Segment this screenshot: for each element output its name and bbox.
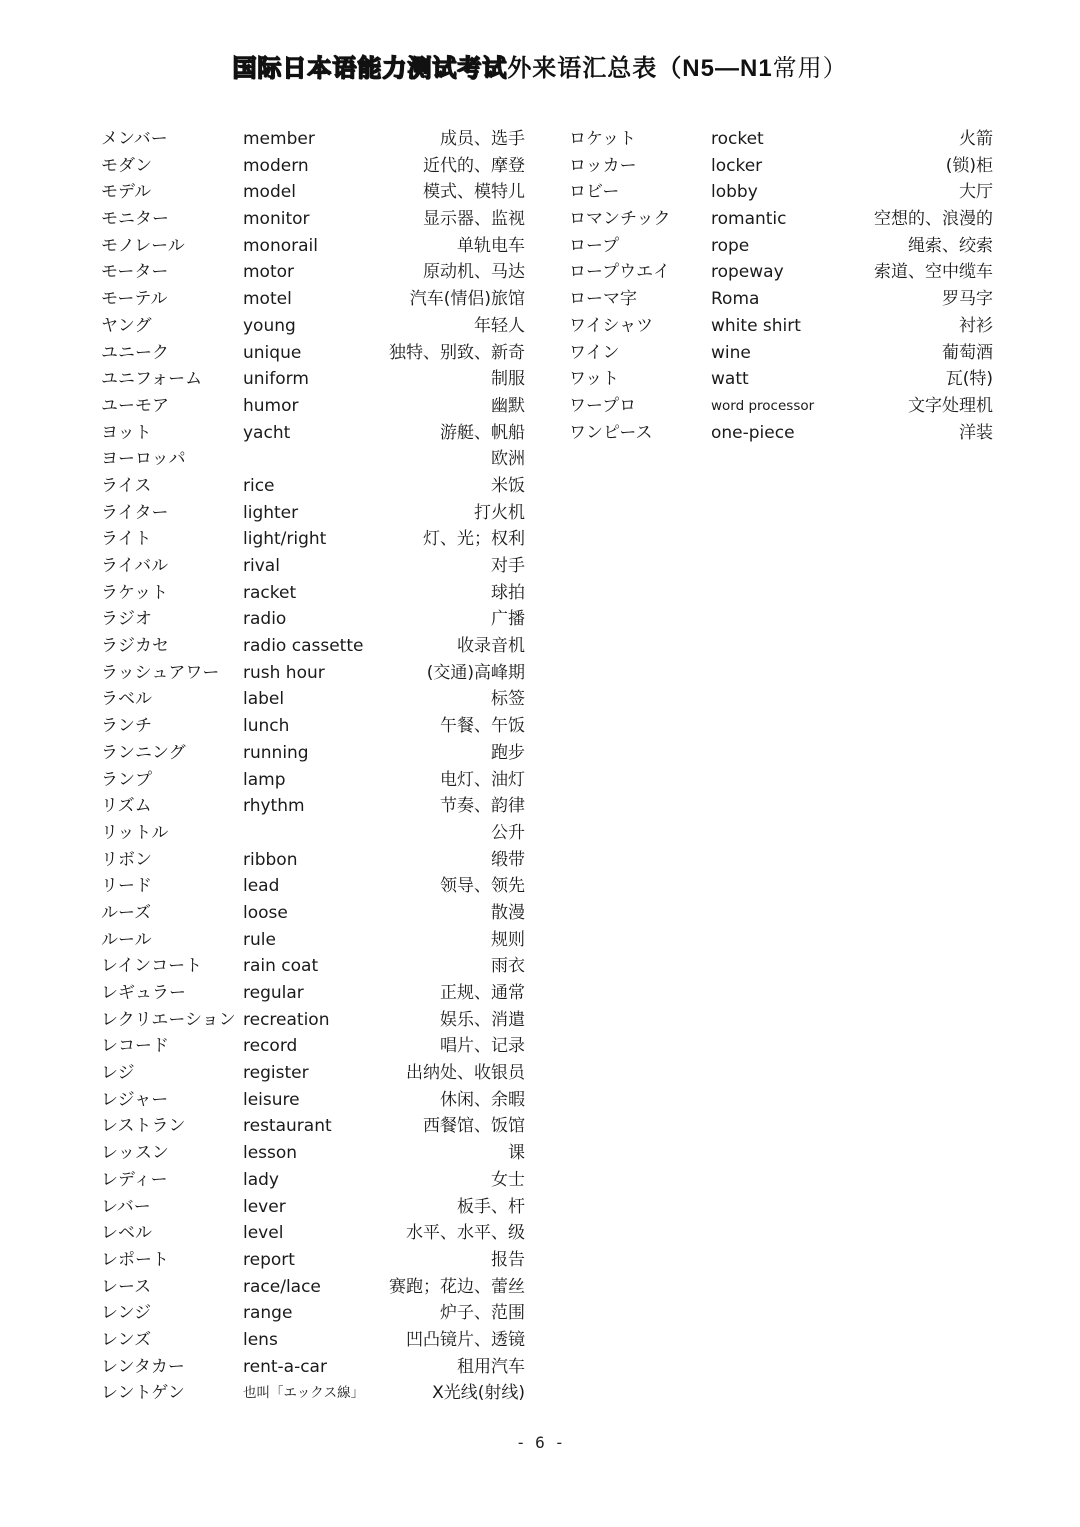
vocab-chinese: 缎带 [491,849,525,870]
vocab-row [101,1247,525,1274]
vocab-katakana: レディー [101,1169,168,1190]
vocab-chinese: 公升 [491,822,525,843]
vocab-chinese: 制服 [491,369,525,390]
vocab-chinese: 板手、杆 [457,1196,525,1217]
vocab-katakana: メンバー [101,129,168,149]
vocab-chinese: 节奏、韵律 [440,796,525,817]
vocab-chinese: 球拍 [491,582,525,603]
vocab-katakana: ユーモア [101,395,169,416]
vocab-chinese: 电灯、油灯 [440,769,525,790]
vocab-row [101,900,525,927]
vocab-chinese: 对手 [491,556,525,576]
vocab-english: rent-a-car [243,1356,327,1377]
vocab-katakana: ラケット [101,582,169,603]
vocab-row [101,1113,525,1140]
vocab-chinese: 赛跑；花边、蕾丝 [389,1276,525,1297]
vocab-english: monitor [243,209,310,230]
vocab-english: running [243,742,309,763]
vocab-chinese: 独特、别致、新奇 [389,342,525,363]
vocab-chinese: 单轨电车 [457,235,525,256]
vocab-chinese: 收录音机 [457,636,525,657]
vocab-row [569,420,993,447]
vocab-row [101,286,525,313]
vocab-chinese: 年轻人 [474,315,525,336]
vocab-row [101,713,525,740]
vocab-english: rhythm [243,796,305,817]
vocab-row [569,126,993,153]
vocab-english: lady [243,1169,279,1190]
vocab-chinese: 租用汽车 [457,1356,525,1377]
vocab-katakana: ルール [101,929,152,950]
vocab-english: motor [243,262,295,283]
vocab-chinese: 灯、光；权利 [423,529,525,550]
vocab-katakana: モニター [101,209,169,230]
vocab-katakana: ヨット [101,422,152,443]
vocab-english: unique [243,342,302,363]
vocab-english: lunch [243,716,290,737]
vocab-row [101,1007,525,1034]
vocab-katakana: ライト [101,529,152,550]
vocab-english: label [243,689,285,710]
vocab-katakana: ルーズ [101,902,152,923]
vocab-katakana: レストラン [101,1116,186,1137]
vocab-english: record [243,1036,298,1057]
vocab-row [101,1060,525,1087]
vocab-row [101,686,525,713]
vocab-chinese: 火箭 [959,129,993,149]
vocab-chinese: 女士 [491,1169,525,1190]
vocab-english: racket [243,582,297,603]
vocab-chinese: 散漫 [491,902,525,923]
vocab-english: light/right [243,529,327,550]
vocab-column-right [569,126,993,446]
vocab-katakana: レインコート [101,956,203,977]
vocab-english: lighter [243,502,299,523]
vocab-chinese: 模式、模特儿 [423,182,525,203]
vocab-katakana: レポート [101,1249,169,1270]
vocab-katakana: リズム [101,796,152,817]
vocab-english: race/lace [243,1276,321,1297]
vocab-english: 也叫「エックス線」 [243,1385,365,1402]
vocab-row [569,179,993,206]
vocab-katakana: レース [101,1276,152,1297]
vocab-katakana: ユニーク [101,342,169,363]
vocab-english: ropeway [711,262,784,283]
vocab-row [101,366,525,393]
vocab-row [101,606,525,633]
vocab-chinese: 成员、选手 [440,129,525,149]
title-part-4: 常用） [772,54,848,82]
vocab-english: lamp [243,769,286,790]
vocab-chinese: 娱乐、消遣 [440,1009,525,1030]
vocab-katakana: ラッシュアワー [101,662,220,683]
vocab-row [101,1167,525,1194]
vocab-chinese: 汽车(情侣)旅馆 [409,289,525,310]
vocab-chinese: 规则 [491,929,525,950]
vocab-english: lesson [243,1143,298,1164]
vocab-chinese: 炉子、范围 [440,1303,525,1324]
vocab-row [101,233,525,260]
vocab-english: restaurant [243,1116,332,1137]
vocab-row [101,980,525,1007]
vocab-katakana: ユニフォーム [101,369,203,390]
vocab-row [101,179,525,206]
vocab-chinese: 罗马字 [942,289,993,310]
vocab-katakana: レバー [101,1196,151,1217]
vocab-row [101,660,525,687]
vocab-row [101,126,525,153]
vocab-row [101,526,525,553]
vocab-chinese: 衬衫 [959,315,993,336]
vocab-chinese: 水平、水平、级 [406,1223,525,1244]
vocab-chinese: 索道、空中缆车 [874,262,993,283]
vocab-katakana: ロマンチック [569,209,671,230]
vocab-chinese: 空想的、浪漫的 [874,209,993,230]
vocab-katakana: レンズ [101,1329,152,1350]
vocab-row [101,820,525,847]
vocab-english: rope [711,235,750,256]
vocab-english: radio [243,609,287,630]
vocab-english: rush hour [243,662,325,683]
vocab-english: motel [243,289,292,310]
title-part-1: 国际日本语能力测试考试 [232,54,508,82]
vocab-row [569,313,993,340]
vocab-chinese: 休闲、余暇 [440,1089,525,1110]
vocab-column-left [101,126,525,1407]
vocab-chinese: 显示器、监视 [423,209,525,230]
vocab-chinese: 标签 [491,689,525,710]
vocab-chinese: 午餐、午饭 [440,716,525,737]
vocab-row [101,446,525,473]
vocab-row [101,1087,525,1114]
vocab-english: locker [711,155,763,176]
vocab-english: leisure [243,1089,300,1110]
vocab-english: monorail [243,235,318,256]
vocab-row [101,1140,525,1167]
vocab-english: yacht [243,422,291,443]
vocab-row [569,366,993,393]
vocab-row [569,393,993,420]
vocab-row [101,313,525,340]
vocab-row [101,953,525,980]
vocab-chinese: 洋装 [959,422,993,443]
vocab-chinese: 大厅 [959,182,993,203]
vocab-english: recreation [243,1009,330,1030]
vocab-chinese: 幽默 [491,395,525,416]
vocab-katakana: レベル [101,1223,152,1244]
vocab-english: modern [243,155,309,176]
vocab-chinese: 欧洲 [491,449,525,470]
vocab-english: model [243,182,296,203]
vocab-english: uniform [243,369,309,390]
vocab-chinese: 报告 [491,1249,525,1270]
vocab-chinese: X光线(射线) [432,1383,525,1404]
vocab-chinese: (锁)柜 [945,155,993,176]
vocab-english: rice [243,475,275,496]
vocab-row [101,259,525,286]
vocab-katakana: ランプ [101,769,152,790]
vocab-row [101,1194,525,1221]
vocab-chinese: 原动机、马达 [423,262,525,283]
vocab-english: loose [243,902,288,923]
vocab-katakana: ランニング [101,742,186,763]
vocab-chinese: 米饭 [491,475,525,496]
vocab-chinese: (交通)高峰期 [426,662,525,683]
vocab-chinese: 课 [508,1143,525,1164]
vocab-chinese: 正规、通常 [440,983,525,1003]
vocab-row [101,847,525,874]
vocab-english: range [243,1303,293,1324]
vocab-row [101,153,525,180]
vocab-katakana: ローマ字 [569,289,637,310]
vocab-katakana: レジ [101,1063,135,1084]
vocab-katakana: ライター [101,502,169,523]
vocab-row [101,1220,525,1247]
vocab-english: rain coat [243,956,319,977]
vocab-english: wine [711,342,751,363]
vocab-katakana: ラジカセ [101,636,169,657]
vocab-row [569,233,993,260]
vocab-english: lever [243,1196,286,1217]
vocab-katakana: レッスン [101,1143,169,1164]
vocab-chinese: 广播 [491,609,525,630]
vocab-katakana: ワイシャツ [569,315,654,336]
vocab-english: report [243,1249,295,1270]
vocab-row [101,393,525,420]
vocab-chinese: 出纳处、收银员 [406,1063,525,1084]
vocab-katakana: モノレール [101,235,185,256]
vocab-row [101,740,525,767]
vocab-english: lead [243,876,280,897]
vocab-chinese: 西餐馆、饭馆 [423,1116,525,1137]
vocab-row [101,580,525,607]
vocab-english: word processor [711,397,815,414]
page-number: - 6 - [515,1433,565,1452]
vocab-row [101,1354,525,1381]
vocab-katakana: レクリエーション [101,1009,236,1030]
vocab-katakana: ワット [569,369,620,390]
vocab-row [569,286,993,313]
vocab-english: register [243,1063,309,1084]
vocab-katakana: レントゲン [101,1383,185,1404]
vocab-row [569,259,993,286]
vocab-english: rival [243,556,280,576]
vocab-row [569,340,993,367]
vocab-katakana: レンジ [101,1303,152,1324]
vocab-english: rocket [711,129,764,149]
vocab-row [101,927,525,954]
vocab-katakana: リボン [101,849,152,870]
vocab-katakana: ロケット [569,129,637,149]
vocab-english: radio cassette [243,636,364,657]
vocab-chinese: 葡萄酒 [942,342,993,363]
vocab-katakana: ラジオ [101,609,152,630]
vocab-chinese: 领导、领先 [440,876,525,897]
vocab-row [101,206,525,233]
title-part-2: 外来语汇总表 [507,54,658,82]
vocab-row [101,420,525,447]
vocab-katakana: レンタカー [101,1356,185,1377]
vocab-english: Roma [711,289,760,310]
vocab-english: regular [243,983,304,1003]
vocab-katakana: ロビー [569,182,620,203]
vocab-katakana: レジャー [101,1089,169,1110]
vocab-katakana: レコード [101,1036,169,1057]
vocab-katakana: ロープウエイ [569,262,671,283]
vocab-row [101,500,525,527]
vocab-row [101,1033,525,1060]
vocab-katakana: モダン [101,155,153,176]
vocab-katakana: ロッカー [569,155,637,176]
vocab-row [101,793,525,820]
vocab-katakana: ヨーロッパ [101,449,186,470]
vocab-chinese: 凹凸镜片、透镜 [406,1329,525,1350]
vocab-katakana: モデル [101,182,152,203]
vocab-katakana: ヤング [101,315,152,336]
vocab-chinese: 绳索、绞索 [908,235,993,256]
vocab-english: one-piece [711,422,795,443]
vocab-english: rule [243,929,276,950]
vocab-row [101,473,525,500]
vocab-row [101,633,525,660]
vocab-english: ribbon [243,849,298,870]
vocab-katakana: ワープロ [569,395,637,416]
vocab-katakana: ラベル [101,689,152,710]
vocab-english: lens [243,1329,278,1350]
vocab-katakana: レギュラー [101,983,186,1003]
vocab-row [101,767,525,794]
vocab-english: humor [243,395,299,416]
vocab-chinese: 文字处理机 [908,395,993,416]
vocab-katakana: ランチ [101,716,152,737]
vocab-row [101,1327,525,1354]
vocab-english: white shirt [711,315,801,336]
vocab-english: member [243,129,315,149]
vocab-row [101,553,525,580]
vocab-katakana: ロープ [569,235,620,256]
vocab-katakana: モーター [101,262,169,283]
vocab-row [569,153,993,180]
vocab-chinese: 近代的、摩登 [423,155,525,176]
vocab-chinese: 雨衣 [491,956,525,977]
vocab-row [569,206,993,233]
page-title [0,48,1080,83]
vocab-chinese: 打火机 [474,502,525,523]
vocab-chinese: 瓦(特) [945,369,993,390]
title-part-3: （N5—N1 [657,55,773,82]
vocab-chinese: 游艇、帆船 [440,422,525,443]
vocab-chinese: 跑步 [491,742,525,763]
vocab-katakana: ライバル [101,556,169,576]
vocab-row [101,340,525,367]
vocab-row [101,1300,525,1327]
vocab-katakana: モーテル [101,289,168,310]
vocab-english: watt [711,369,749,390]
vocab-katakana: ライス [101,475,152,496]
vocab-english: romantic [711,209,787,230]
vocab-katakana: ワイン [569,342,620,363]
vocab-katakana: リットル [101,822,169,843]
vocab-english: young [243,315,296,336]
vocab-english: level [243,1223,284,1244]
vocab-chinese: 唱片、记录 [440,1036,525,1057]
vocab-katakana: ワンピース [569,422,653,443]
vocab-english: lobby [711,182,758,203]
vocab-row [101,873,525,900]
vocab-katakana: リード [101,876,152,897]
vocab-row [101,1274,525,1301]
vocab-row [101,1380,525,1407]
